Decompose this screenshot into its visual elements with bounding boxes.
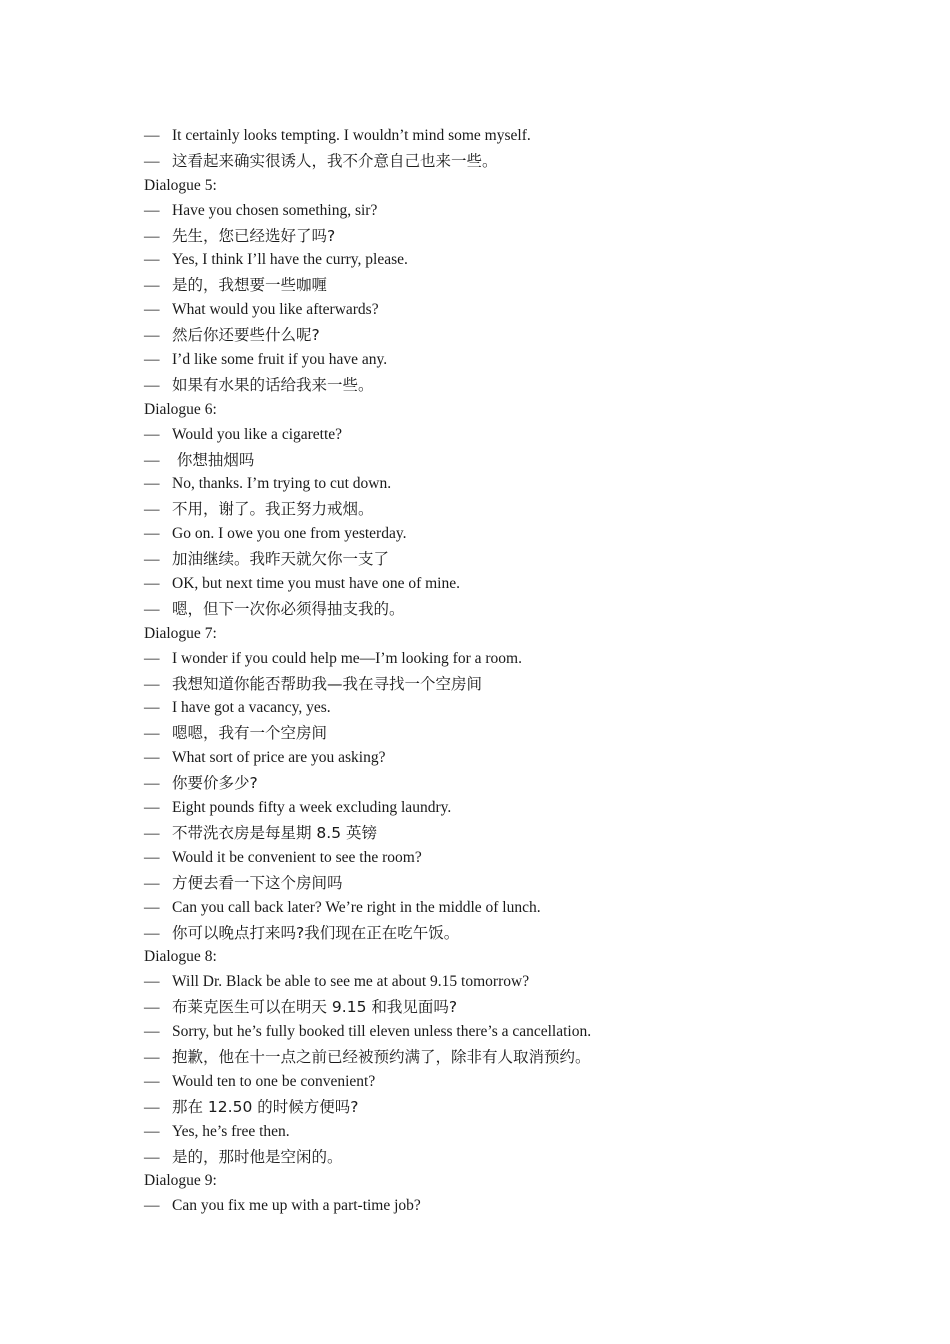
line-text: 方便去看一下这个房间吗	[172, 873, 343, 892]
line-text: 我想知道你能否帮助我—我在寻找一个空房间	[172, 674, 483, 693]
dialogue-heading-text: Dialogue 7:	[144, 624, 217, 642]
line-dash: —	[144, 749, 160, 767]
dialogue-line-chinese	[144, 547, 844, 572]
line-text: What sort of price are you asking?	[172, 749, 386, 767]
line-dash: —	[144, 575, 160, 593]
dialogue-line-chinese	[144, 871, 844, 896]
dialogue-line-english	[144, 298, 844, 323]
dialogue-line-english	[144, 248, 844, 273]
line-dash: —	[144, 1148, 160, 1166]
dialogue-line-english	[144, 746, 844, 771]
line-text: Have you chosen something, sir?	[172, 201, 378, 219]
dialogue-line-chinese	[144, 224, 844, 249]
dialogue-heading	[144, 398, 844, 423]
line-text: 嗯嗯，我有一个空房间	[172, 724, 328, 743]
line-dash: —	[144, 525, 160, 543]
line-text: I have got a vacancy, yes.	[172, 699, 331, 717]
line-dash: —	[144, 675, 160, 693]
dialogue-heading-text: Dialogue 6:	[144, 400, 217, 418]
line-text: Go on. I owe you one from yesterday.	[172, 525, 407, 543]
dialogue-line-chinese	[144, 995, 844, 1020]
line-dash: —	[144, 451, 160, 469]
line-text: Can you call back later? We’re right in the middle of lunch.	[172, 898, 541, 916]
line-dash: —	[144, 551, 160, 569]
line-text: Sorry, but he’s fully booked till eleven unless there’s a cancellation.	[172, 1023, 592, 1041]
line-text: I wonder if you could help me—I’m looking for a room.	[172, 649, 522, 667]
line-text: 是的，我想要一些咖喱	[172, 276, 328, 295]
line-dash: —	[144, 699, 160, 717]
dialogue-heading	[144, 174, 844, 199]
line-dash: —	[144, 327, 160, 345]
dialogue-line-english	[144, 348, 844, 373]
line-dash: —	[144, 1098, 160, 1116]
line-text: What would you like afterwards?	[172, 301, 379, 319]
line-dash: —	[144, 725, 160, 743]
line-dash: —	[144, 351, 160, 369]
line-dash: —	[144, 1122, 160, 1140]
dialogue-heading-text: Dialogue 9:	[144, 1172, 217, 1190]
line-dash: —	[144, 898, 160, 916]
dialogue-line-chinese	[144, 273, 844, 298]
dialogue-line-english	[144, 1194, 844, 1219]
line-dash: —	[144, 1023, 160, 1041]
dialogue-line-english	[144, 647, 844, 672]
line-text: 你可以晚点打来吗?我们现在正在吃午饭。	[172, 923, 460, 942]
dialogue-line-english	[144, 846, 844, 871]
dialogue-heading	[144, 622, 844, 647]
line-dash: —	[144, 799, 160, 817]
line-dash: —	[144, 848, 160, 866]
line-text: Can you fix me up with a part-time job?	[172, 1197, 421, 1215]
line-text: 不带洗衣房是每星期 8.5 英镑	[172, 823, 378, 842]
line-dash: —	[144, 127, 160, 144]
dialogue-line-english	[144, 1070, 844, 1095]
line-dash: —	[144, 1197, 160, 1215]
dialogue-line-english	[144, 696, 844, 721]
line-dash: —	[144, 874, 160, 892]
dialogue-line-english	[144, 1020, 844, 1045]
line-dash: —	[144, 475, 160, 493]
line-dash: —	[144, 999, 160, 1017]
line-text: 布莱克医生可以在明天 9.15 和我见面吗?	[172, 998, 458, 1017]
line-dash: —	[144, 600, 160, 618]
dialogue-line-english	[144, 199, 844, 224]
line-text: Would it be convenient to see the room?	[172, 848, 422, 866]
dialogue-line-english	[144, 572, 844, 597]
line-dash: —	[144, 152, 160, 170]
line-dash: —	[144, 1072, 160, 1090]
line-text: 然后你还要些什么呢?	[172, 326, 320, 345]
line-text: No, thanks. I’m trying to cut down.	[172, 475, 392, 493]
line-text: 是的，那时他是空闲的。	[172, 1147, 343, 1166]
line-text: 你要价多少?	[172, 774, 258, 793]
line-text: 嗯，但下一次你必须得抽支我的。	[172, 599, 405, 618]
line-text: Yes, I think I’ll have the curry, please.	[172, 251, 408, 269]
dialogue-line-chinese	[144, 448, 844, 473]
dialogue-line-chinese	[144, 821, 844, 846]
dialogue-line-chinese	[144, 323, 844, 348]
line-text: 这看起来确实很诱人，我不介意自己也来一些。	[172, 151, 498, 170]
line-dash: —	[144, 973, 160, 991]
line-text: 那在 12.50 的时候方便吗?	[172, 1097, 359, 1116]
dialogue-line-chinese	[144, 1145, 844, 1170]
line-text: Will Dr. Black be able to see me at about 9.15 tomorrow?	[172, 973, 530, 991]
dialogue-line-chinese	[144, 1045, 844, 1070]
dialogue-text	[144, 124, 844, 1219]
line-dash: —	[144, 301, 160, 319]
dialogue-line-chinese	[144, 721, 844, 746]
dialogue-heading	[144, 945, 844, 970]
dialogue-line-english	[144, 1120, 844, 1145]
dialogue-line-chinese	[144, 771, 844, 796]
line-text: Would ten to one be convenient?	[172, 1072, 376, 1090]
dialogue-line-chinese	[144, 373, 844, 398]
line-text: I’d like some fruit if you have any.	[172, 351, 388, 369]
line-dash: —	[144, 251, 160, 269]
dialogue-line-chinese	[144, 149, 844, 174]
line-dash: —	[144, 201, 160, 219]
dialogue-line-chinese	[144, 921, 844, 946]
line-dash: —	[144, 501, 160, 519]
line-dash: —	[144, 775, 160, 793]
dialogue-line-english	[144, 896, 844, 921]
line-dash: —	[144, 824, 160, 842]
line-text: 不用，谢了。我正努力戒烟。	[172, 500, 374, 519]
dialogue-line-english	[144, 124, 844, 149]
dialogue-heading-text: Dialogue 5:	[144, 176, 217, 194]
line-dash: —	[144, 425, 160, 443]
line-dash: —	[144, 227, 160, 245]
dialogue-line-english	[144, 472, 844, 497]
dialogue-heading-text: Dialogue 8:	[144, 948, 217, 966]
dialogue-line-chinese	[144, 672, 844, 697]
dialogue-heading	[144, 1169, 844, 1194]
dialogue-line-chinese	[144, 1095, 844, 1120]
line-dash: —	[144, 649, 160, 667]
line-text: 抱歉，他在十一点之前已经被预约满了，除非有人取消预约。	[172, 1047, 591, 1066]
dialogue-line-chinese	[144, 597, 844, 622]
line-text: 如果有水果的话给我来一些。	[172, 375, 374, 394]
line-dash: —	[144, 277, 160, 295]
line-text: 先生，您已经选好了吗?	[172, 226, 336, 245]
line-dash: —	[144, 376, 160, 394]
dialogue-line-english	[144, 796, 844, 821]
dialogue-line-english	[144, 970, 844, 995]
line-text: OK, but next time you must have one of mine.	[172, 575, 460, 593]
line-text: Yes, he’s free then.	[172, 1122, 290, 1140]
line-text: It certainly looks tempting. I wouldn’t mind some myself.	[172, 127, 531, 144]
dialogue-line-english	[144, 522, 844, 547]
line-dash: —	[144, 924, 160, 942]
line-dash: —	[144, 1048, 160, 1066]
dialogue-line-chinese	[144, 497, 844, 522]
line-text: 加油继续。我昨天就欠你一支了	[172, 550, 390, 569]
line-text: 你想抽烟吗	[172, 450, 255, 469]
line-text: Would you like a cigarette?	[172, 425, 343, 443]
line-text: Eight pounds fifty a week excluding laundry.	[172, 799, 452, 817]
dialogue-line-english	[144, 423, 844, 448]
